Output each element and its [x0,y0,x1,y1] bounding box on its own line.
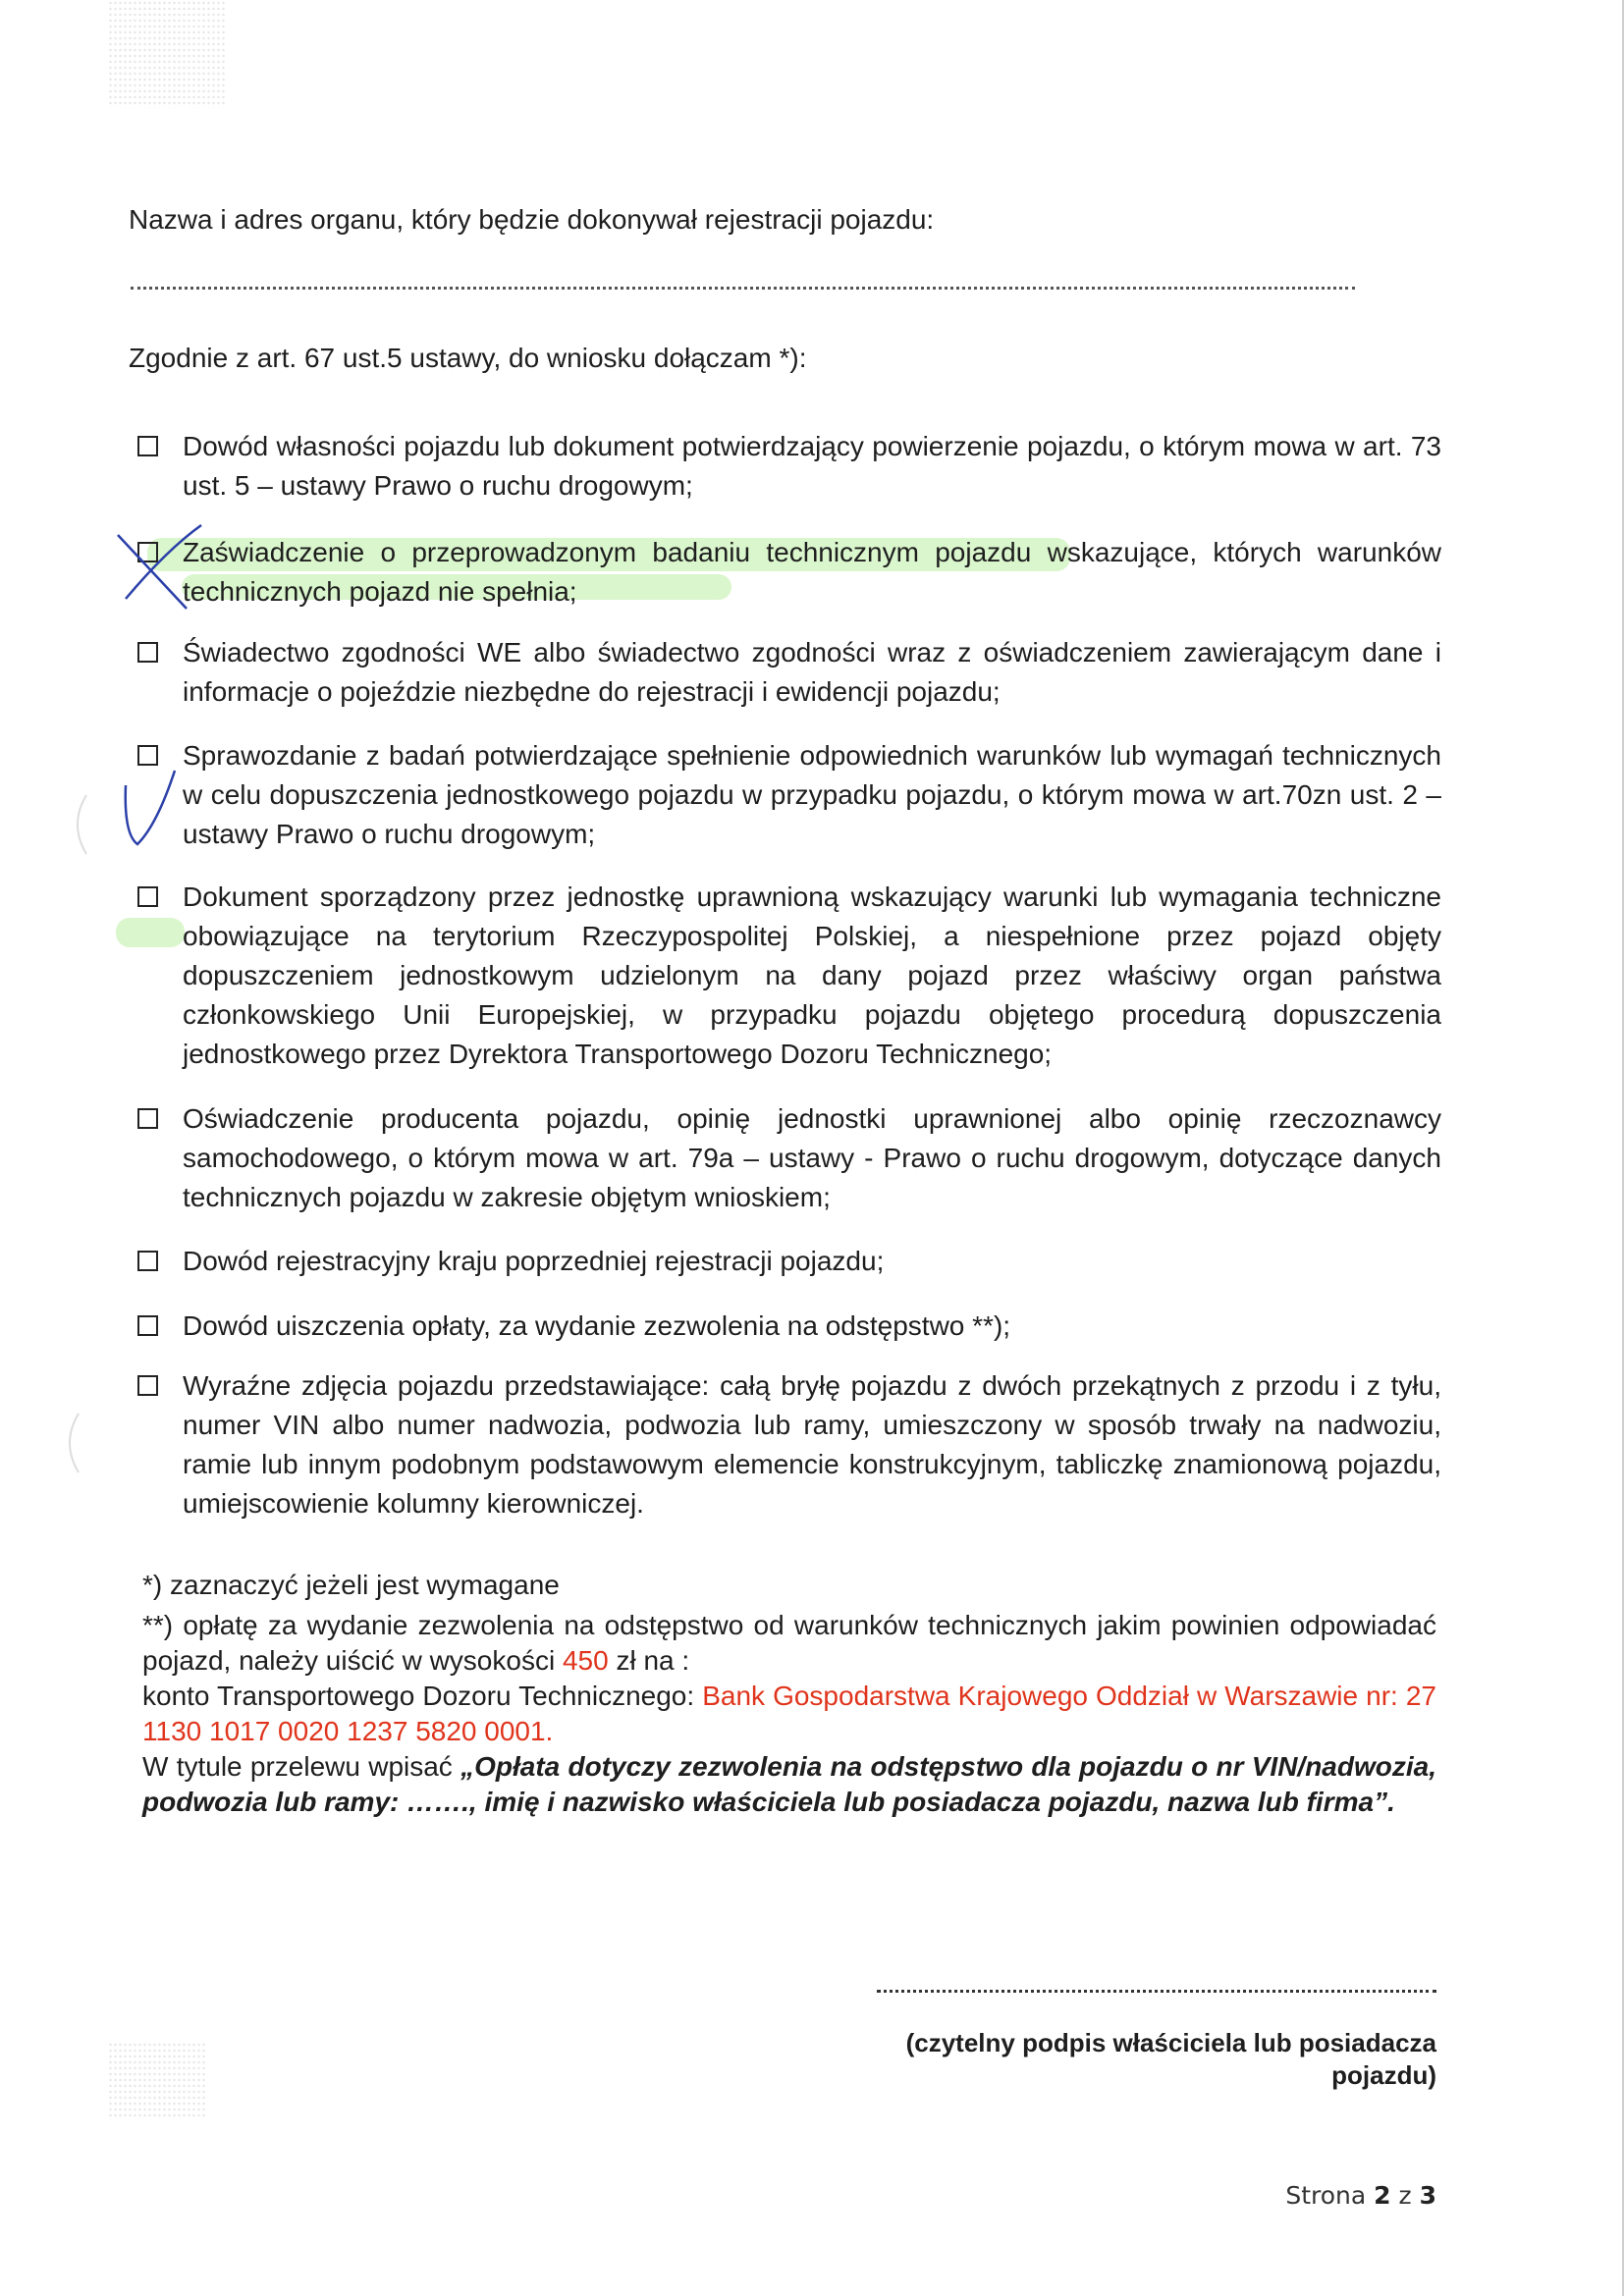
transfer-title-text: „Opłata dotyczy zezwolenia na odstępstwo dla pojazdu o nr VIN/nadwozia, podwozia lub ramy: ……., imię i nazwisko właściciela lub posiadacza pojazdu, nazwa lub firma”. [142,1751,1436,1817]
check-mark [126,771,175,844]
checkbox[interactable] [137,1108,158,1129]
page-number [1218,2179,1436,2213]
scan-noise [108,0,226,108]
checklist-item-text: Dowód własności pojazdu lub dokument potwierdzający powierzenie pojazdu, o którym mowa w art. 73 ust. 5 – ustawy Prawo o ruchu drogowym; [183,431,1441,501]
checkbox[interactable] [137,886,158,907]
organ-dots-line [131,283,1355,290]
checklist-item-text: Oświadczenie producenta pojazdu, opinię jednostki uprawnionej albo opinię rzeczoznawcy samochodowego, o którym mowa w art. 79a – ustawy - Prawo o ruchu drogowym, dotyczące danych technicznych pojazdu w zakresie objętym wnioskiem; [183,1103,1441,1212]
checklist-item-text: Wyraźne zdjęcia pojazdu przedstawiające: całą bryłę pojazdu z dwóch przekątnych z przodu i z tyłu, numer VIN albo numer nadwozia, podwozia lub ramy, umieszczony w sposób trwały na nadwoziu, ramie lub innym podobnym podstawowym elemencie konstrukcyjnym, tabliczkę znamionową pojazdu, umiejscowienie kolumny kierowniczej. [183,1370,1441,1519]
checklist-item-text: Świadectwo zgodności WE albo świadectwo zgodności wraz z oświadczeniem zawierającym dane i informacje o pojeździe niezbędne do rejestracji i ewidencji pojazdu; [183,637,1441,707]
checkbox[interactable] [137,745,158,766]
scan-noise [108,2042,206,2120]
paper-fold-mark [78,795,86,854]
checkbox[interactable] [137,1315,158,1336]
highlighter-mark [116,918,185,947]
page-sep: z [1398,2181,1412,2210]
fee-currency: zł na : [616,1645,690,1676]
checklist-item-text: Dokument sporządzony przez jednostkę uprawnioną wskazujący warunki lub wymagania techniczne obowiązujące na terytorium Rzeczypospolitej Polskiej, a niespełnione przez pojazd objęty dopuszczeniem jednostkowym udzielonym na dany pojazd przez właściwy organ państwa członkowskiego Unii Europejskiej, w przypadku pojazdu objętego procedurą dopuszczenia jednostkowego przez Dyrektora Transportowego Dozoru Technicznego; [183,881,1441,1069]
checkbox[interactable] [137,542,158,562]
checklist-item-text: Dowód uiszczenia opłaty, za wydanie zezwolenia na odstępstwo **); [183,1310,1011,1341]
page-prefix: Strona [1285,2181,1367,2210]
bank-account: Bank Gospodarstwa Krajowego Oddział w Warszawie nr: 27 1130 1017 0020 1237 5820 0001. [142,1681,1437,1746]
attach-intro: Zgodnie z art. 67 ust.5 ustawy, do wniosku dołączam *): [129,343,807,373]
transfer-label: W tytule przelewu wpisać [142,1751,453,1782]
checklist-item-text: Dowód rejestracyjny kraju poprzedniej rejestracji pojazdu; [183,1246,885,1276]
fee-amount: 450 [562,1645,609,1676]
checklist-item-text: Zaświadczenie o przeprowadzonym badaniu technicznym pojazdu wskazujące, których warunków technicznych pojazd nie spełnia; [183,537,1441,607]
account-label: konto Transportowego Dozoru Technicznego: [142,1681,695,1711]
checklist-item-text: Sprawozdanie z badań potwierdzające spełnienie odpowiednich warunków lub wymagań technicznych w celu dopuszczenia jednostkowego pojazdu w przypadku pojazdu, o którym mowa w art.70zn ust. 2 – ustawy Prawo o ruchu drogowym; [183,740,1441,849]
organ-label: Nazwa i adres organu, który będzie dokonywał rejestracji pojazdu: [129,204,935,235]
signature-line [877,1986,1436,1993]
paper-fold-mark [70,1414,79,1472]
footnote-required [142,1568,1436,1603]
footnote-required-text: *) zaznaczyć jeżeli jest wymagane [142,1570,560,1600]
checkbox[interactable] [137,436,158,456]
page-total: 3 [1419,2181,1436,2210]
footnote-fee [142,1608,1436,1820]
signature-caption: (czytelny podpis właściciela lub posiadacza pojazdu) [905,2028,1436,2090]
page-current: 2 [1374,2181,1391,2210]
checkbox[interactable] [137,1251,158,1271]
checkbox[interactable] [137,1375,158,1396]
fee-text: **) opłatę za wydanie zezwolenia na odstępstwo od warunków technicznych jakim powinien odpowiadać pojazd, należy uiścić w wysokości [142,1610,1436,1676]
checkbox[interactable] [137,642,158,663]
